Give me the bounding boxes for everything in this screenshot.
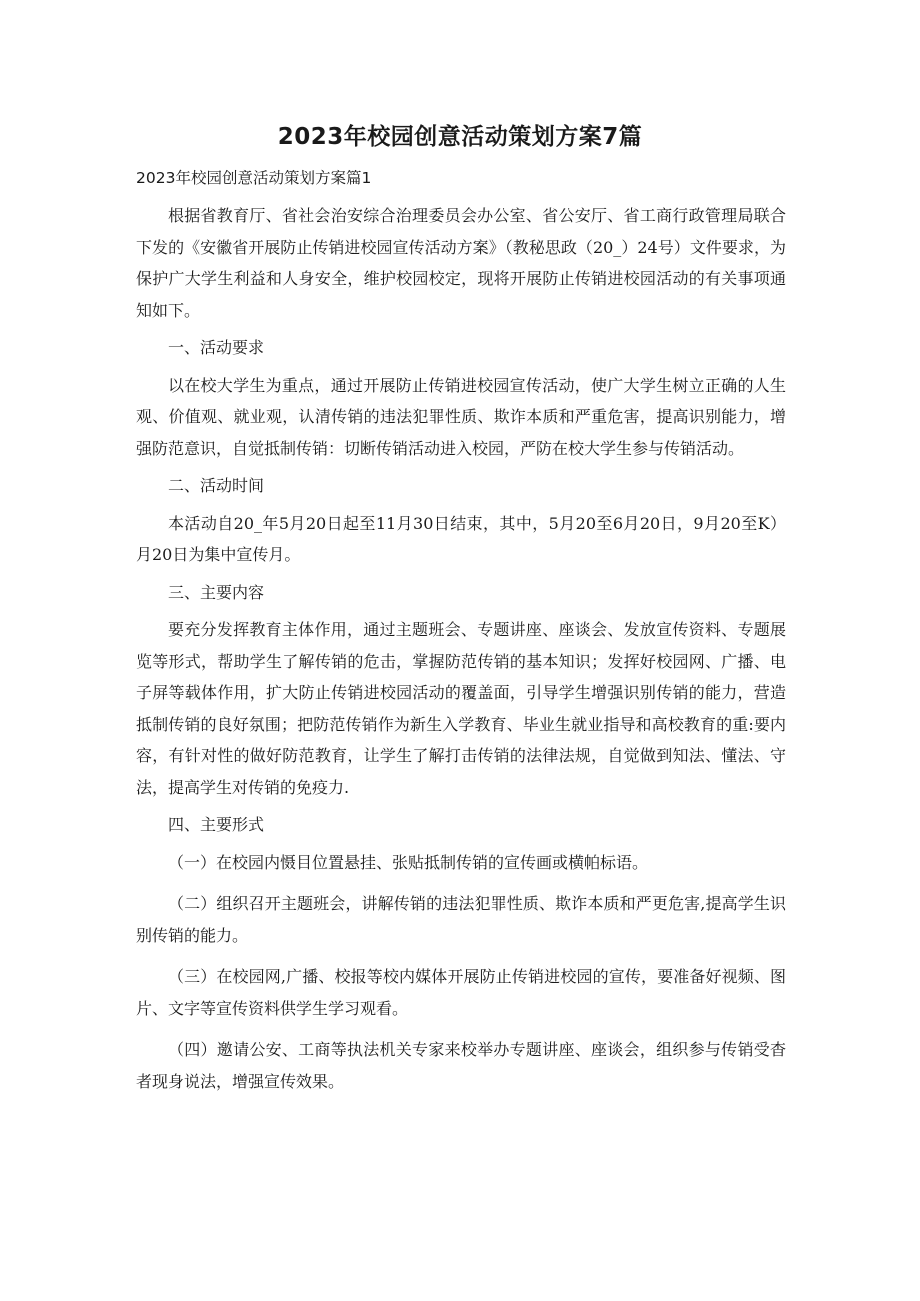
list-item-form-4: （四）邀请公安、工商等执法机关专家来校举办专题讲座、座谈会，组织参与传销受杳者现身说法，增强宣传效果。	[136, 1040, 786, 1091]
heading-forms: 四、主要形式	[168, 815, 265, 834]
list-item-form-3: （三）在校园网,广播、校报等校内媒体开展防止传销进校园的宣传，要准备好视频、图片、文字等宣传资料供学生学习观看。	[136, 967, 786, 1018]
section-subtitle: 2023年校园创意活动策划方案篇1	[136, 169, 372, 187]
heading-requirements: 一、活动要求	[168, 338, 265, 357]
paragraph-requirements: 以在校大学生为重点，通过开展防止传销进校园宣传活动，使广大学生树立正确的人生观、价值观、就业观，认清传销的违法犯罪性质、欺诈本质和严重危害，提高识别能力，增强防范意识，自觉抵制传销：切断传销活动进入校园，严防在校大学生参与传销活动。	[136, 375, 786, 458]
paragraph-time: 本活动自20_年5月20日起至11月30日结束，其中，5月20至6月20日，9月20至K）月20日为集中宣传月。	[136, 513, 786, 564]
document-title: 2023年校园创意活动策划方案7篇	[277, 124, 643, 150]
list-item-form-1: （一）在校园内慑目位置悬挂、张贴抵制传销的宣传画或横帕标语。	[168, 852, 649, 872]
document-body	[136, 200, 786, 1097]
paragraph-content: 要充分发挥教育主体作用，通过主题班会、专题讲座、座谈会、发放宣传资料、专题展览等形式，帮助学生了解传销的危击，掌握防范传销的基本知识；发挥好校园网、广播、电子屏等载体作用，扩大防止传销进校园活动的覆盖面，引导学生增强识别传销的能力，营造抵制传销的良好氛围；把防范传销作为新生入学教育、毕业生就业指导和高校教育的重:要内容，有针对性的做好防范教育，让学生了解打击传销的法律法规，自觉做到知法、懂法、守法，提高学生对传销的免疫力.	[136, 620, 786, 797]
heading-time: 二、活动时间	[168, 476, 265, 495]
paragraph-intro: 根据省教育厅、省社会治安综合治理委员会办公室、省公安厅、省工商行政管理局联合下发的《安徽省开展防止传销进校园宣传活动方案》（教秘思政（20_）24号）文件要求，为保护广大学生利益和人身安全，维护校园校定，现将开展防止传销进校园活动的有关事项通知如下。	[136, 206, 786, 320]
list-item-form-2: （二）组织召开主题班会，讲解传销的违法犯罪性质、欺诈本质和严更危害,提高学生识别传销的能力。	[136, 894, 786, 945]
heading-content: 三、主要内容	[168, 582, 265, 602]
